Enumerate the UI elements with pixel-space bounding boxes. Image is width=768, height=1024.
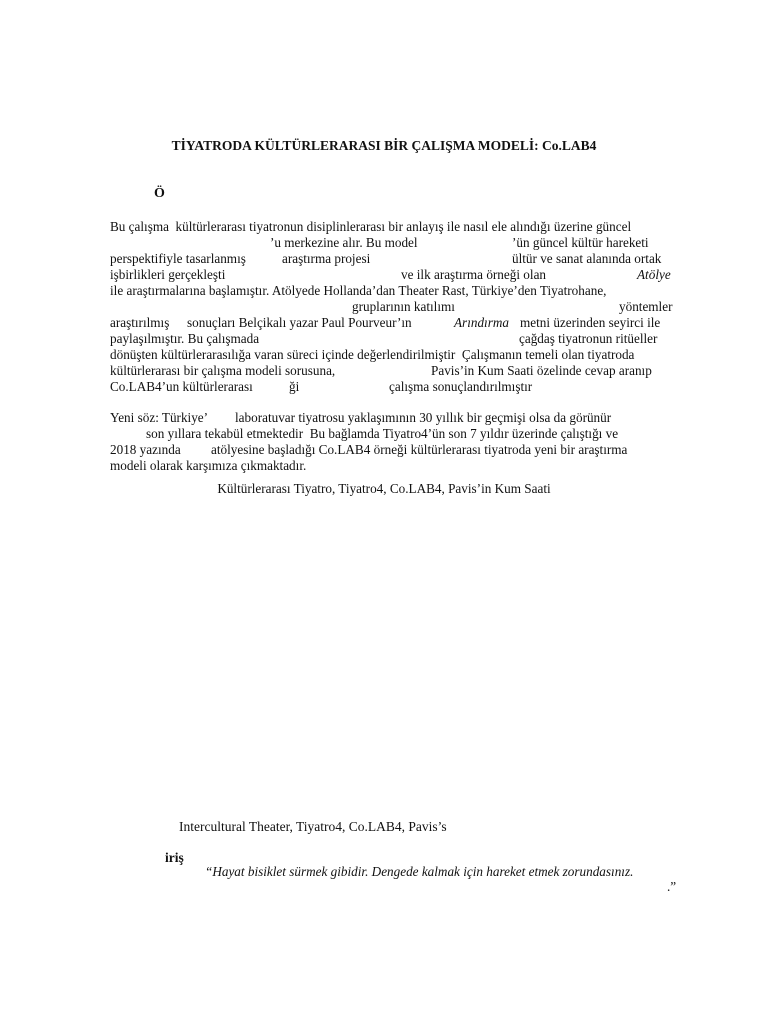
- yeni-soz-line: laboratuvar tiyatrosu yaklaşımının 30 yıllık bir geçmişi olsa da görünür: [235, 410, 612, 425]
- abstract-line: perspektifiyle tasarlanmış: [110, 251, 246, 266]
- abstract-line: Atölye: [637, 267, 671, 282]
- yeni-soz-line: son yıllara tekabül etmektedir Bu bağlamda Tiyatro4’ün son 7 yıldır üzerinde çalıştığı ve: [146, 426, 619, 441]
- abstract-line: gruplarının katılımı: [352, 299, 455, 314]
- paper-title: TİYATRODA KÜLTÜRLERARASI BİR ÇALIŞMA MODELİ: Co.LAB4: [171, 138, 597, 153]
- abstract-line: ’u merkezine alır. Bu model: [270, 235, 418, 250]
- epigraph-quote: “Hayat bisiklet sürmek gibidir. Dengede kalmak için hareket etmek zorundasınız.: [205, 864, 634, 879]
- abstract-line: Co.LAB4’un kültürlerarası: [110, 379, 253, 394]
- abstract-heading: Ö: [154, 186, 165, 201]
- abstract-line: Arındırma: [454, 315, 509, 330]
- keywords-en: Intercultural Theater, Tiyatro4, Co.LAB4, Pavis’s: [179, 819, 447, 834]
- abstract-line: ği: [289, 379, 300, 394]
- keywords-tr: Kültürlerarası Tiyatro, Tiyatro4, Co.LAB4, Pavis’in Kum Saati: [217, 481, 551, 496]
- epigraph-quote-end: .”: [667, 879, 677, 894]
- abstract-line: sonuçları Belçikalı yazar Paul Pourveur’ın: [187, 315, 412, 330]
- abstract-line: ile araştırmalarına başlamıştır. Atölyede Hollanda’dan Theater Rast, Türkiye’den Tiyatrohane,: [110, 283, 607, 298]
- yeni-soz-line: modeli olarak karşımıza çıkmaktadır.: [110, 458, 307, 473]
- abstract-line: paylaşılmıştır. Bu çalışmada: [110, 331, 260, 346]
- abstract-line: araştırılmış: [110, 315, 170, 330]
- abstract-line: işbirlikleri gerçekleşti: [110, 267, 226, 282]
- abstract-line: araştırma projesi: [282, 251, 371, 266]
- abstract-line: dönüşten kültürlerarasılığa varan süreci içinde değerlendirilmiştir Çalışmanın temeli olan tiyatroda: [110, 347, 635, 362]
- abstract-line: Pavis’in Kum Saati özelinde cevap aranıp: [431, 363, 652, 378]
- abstract-line: metni üzerinden seyirci ile: [520, 315, 661, 330]
- abstract-line: ’ün güncel kültür hareketi: [512, 235, 649, 250]
- abstract-line: Bu çalışma kültürlerarası tiyatronun disiplinlerarası bir anlayış ile nasıl ele alındığı üzerine güncel: [110, 219, 632, 234]
- yeni-soz-line: 2018 yazında: [110, 442, 181, 457]
- yeni-soz-line: Yeni söz: Türkiye’: [110, 410, 209, 425]
- abstract-line: ve ilk araştırma örneği olan: [401, 267, 547, 282]
- intro-heading: iriş: [165, 850, 184, 865]
- abstract-line: ültür ve sanat alanında ortak: [512, 251, 662, 266]
- abstract-line: kültürlerarası bir çalışma modeli sorusuna,: [110, 363, 336, 378]
- abstract-line: çağdaş tiyatronun ritüeller: [519, 331, 658, 346]
- yeni-soz-line: atölyesine başladığı Co.LAB4 örneği kültürlerarası tiyatroda yeni bir araştırma: [211, 442, 628, 457]
- abstract-line: çalışma sonuçlandırılmıştır: [389, 379, 533, 394]
- abstract-line: yöntemler: [619, 299, 673, 314]
